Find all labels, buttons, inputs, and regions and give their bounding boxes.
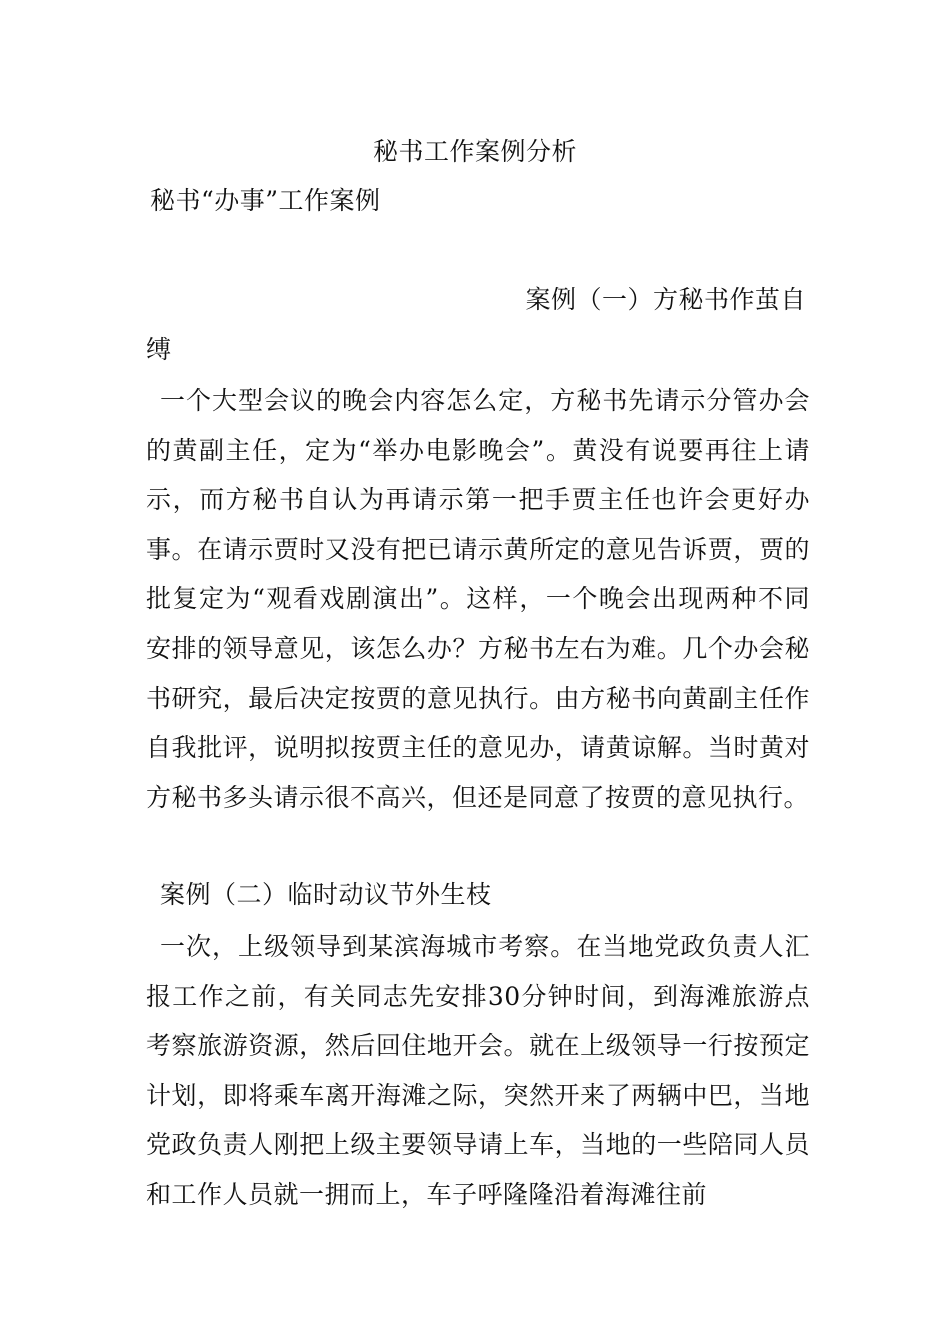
case1-heading-tail: 缚 xyxy=(146,335,172,364)
case2-body-paragraph: 一次，上级领导到某滨海城市考察。在当地党政负责人汇报工作之前，有关同志先安排30分钟时间，到海滩旅游点考察旅游资源，然后回住地开会。就在上级领导一行按预定计划，即将乘车离开海滩之际，突然开来了两辆中巴，当地党政负责人刚把上级主要领导请上车，当地的一些陪同人员和工作人员就一拥而上，车子呼隆隆沿着海滩往前 xyxy=(146,932,810,1209)
document-title: 秘书工作案例分析 xyxy=(372,137,577,166)
case2-heading: 案例（二）临时动议节外生枝 xyxy=(160,880,492,909)
document-subtitle: 秘书“办事”工作案例 xyxy=(150,186,381,215)
case1-body-paragraph: 一个大型会议的晚会内容怎么定，方秘书先请示分管办会的黄副主任，定为“举办电影晚会”。黄没有说要再往上请示，而方秘书自认为再请示第一把手贾主任也许会更好办事。在请示贾时又没有把已请示黄所定的意见告诉贾，贾的批复定为“观看戏剧演出”。这样，一个晚会出现两种不同安排的领导意见，该怎么办？方秘书左右为难。几个办会秘书研究，最后决定按贾的意见执行。由方秘书向黄副主任作自我批评，说明拟按贾主任的意见办，请黄谅解。当时黄对方秘书多头请示很不高兴，但还是同意了按贾的意见执行。 xyxy=(146,386,810,812)
case1-heading: 案例（一）方秘书作茧自 xyxy=(525,285,806,314)
